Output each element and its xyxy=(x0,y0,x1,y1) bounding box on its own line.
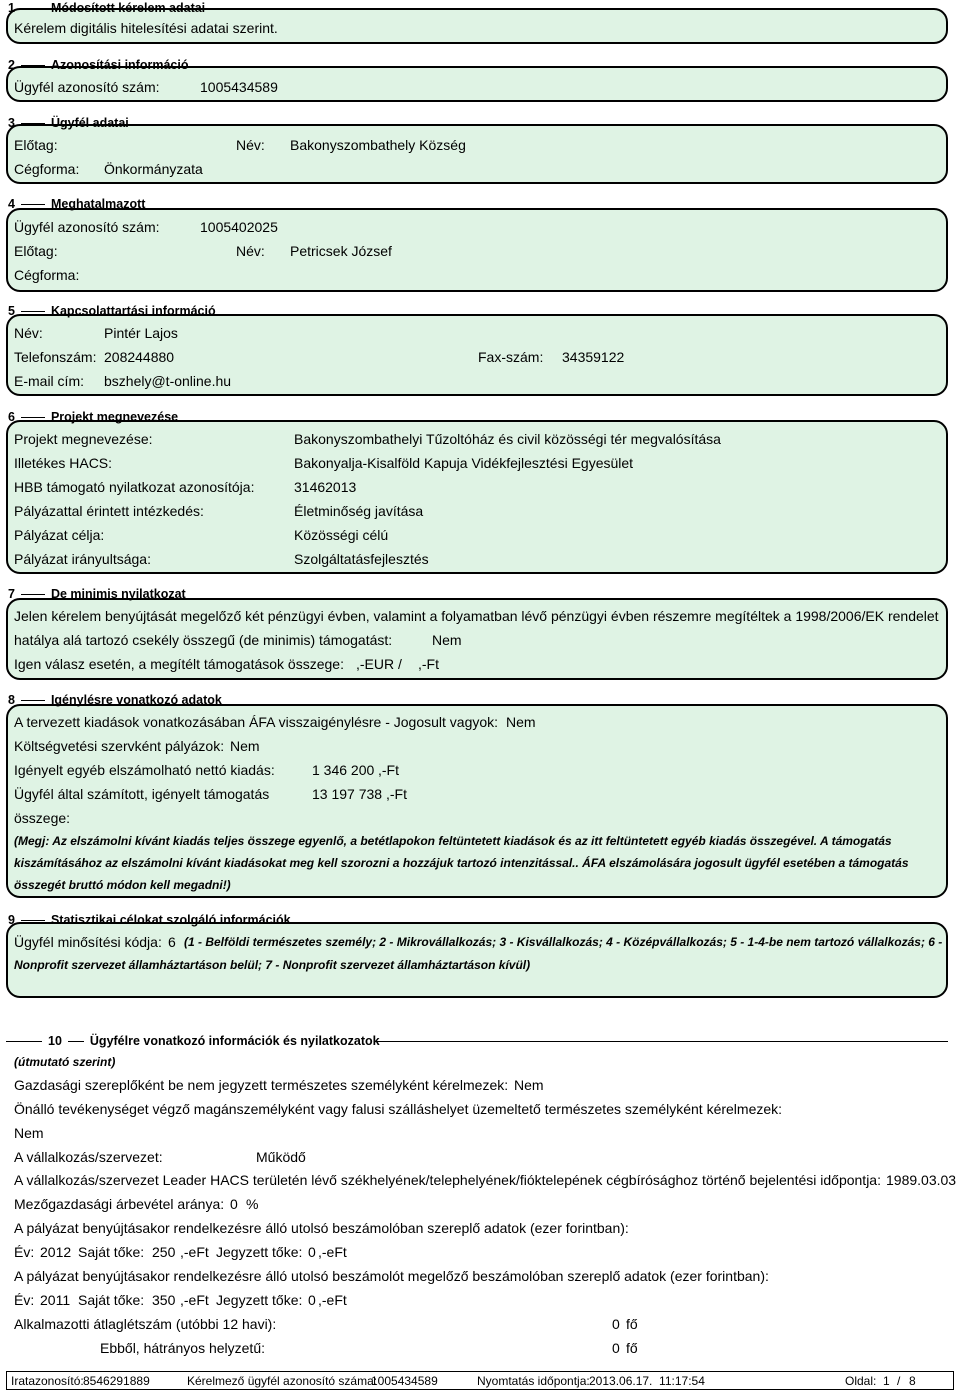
section-number: 7 xyxy=(8,587,15,601)
equity-value: 250 xyxy=(152,1244,176,1260)
project-row-label: HBB támogató nyilatkozat azonosítója: xyxy=(14,479,255,495)
name-value: Petricsek József xyxy=(290,243,392,259)
agri-revenue-unit: % xyxy=(246,1196,259,1212)
page-separator: / xyxy=(897,1374,901,1388)
project-row-value: Bakonyszombathelyi Tűzoltóház és civil közösségi tér megvalósítása xyxy=(294,431,721,447)
private-person-value: Nem xyxy=(14,1125,44,1141)
section-8-header xyxy=(8,692,222,708)
email-value: bszhely@t-online.hu xyxy=(104,373,232,389)
section-6-header xyxy=(8,409,178,425)
note-text: kiszámításához az elszámolni kívánt kiadásokat meg kell szorozni a hozzájuk tartozó intenzitással.. ÁFA elszámolására jogosult ügyfél esetében a támogatás xyxy=(14,856,909,870)
project-row-value: Bakonyalja-Kisalföld Kapuja Vidékfejlesztési Egyesület xyxy=(294,455,634,471)
section-3-header xyxy=(8,115,129,131)
natural-person-value: Nem xyxy=(514,1077,544,1093)
contact-name-value: Pintér Lajos xyxy=(104,325,178,341)
requested-support-label-2: összege: xyxy=(14,810,71,826)
section-1-header xyxy=(8,0,205,16)
natural-person-label: Gazdasági szereplőként be nem jegyzett természetes személyként kérelmezek: xyxy=(14,1077,509,1093)
section-title: Kapcsolattartási információ xyxy=(50,304,216,318)
project-row-label: Illetékes HACS: xyxy=(14,455,113,471)
applicant-id-value: 1005434589 xyxy=(371,1374,438,1388)
requested-expense-unit: ,-Ft xyxy=(378,762,399,778)
employee-count-value: 0 xyxy=(612,1316,620,1332)
report-1-label: A pályázat benyújtásakor rendelkezésre álló utolsó beszámolóban szereplő adatok (ezer forintban): xyxy=(14,1220,629,1236)
phone-label: Telefonszám: xyxy=(14,349,97,365)
section-number: 6 xyxy=(8,410,15,424)
de-minimis-text: Jelen kérelem benyújtását megelőző két pénzügyi évben, valamint a folyamatban lévő pénzügyi évben részemre megítéltek a 1998/2006/EK rendelet xyxy=(14,608,939,624)
requested-support-value: 13 197 738 xyxy=(312,786,383,802)
section-5-header xyxy=(8,303,216,319)
section-10-rule xyxy=(6,1041,42,1042)
equity-value: 350 xyxy=(152,1292,176,1308)
equity-unit: ,-eFt xyxy=(180,1244,209,1260)
section-number: 3 xyxy=(8,116,15,130)
employee-count-unit: fő xyxy=(626,1316,638,1332)
section-1-text: Kérelem digitális hitelesítési adatai szerint. xyxy=(14,20,278,36)
year-value: 2012 xyxy=(40,1244,72,1260)
project-row-label: Projekt megnevezése: xyxy=(14,431,153,447)
company-form-label: Cégforma: xyxy=(14,161,80,177)
project-row-label: Pályázattal érintett intézkedés: xyxy=(14,503,204,519)
applicant-id-label: Kérelmező ügyfél azonosító száma: xyxy=(187,1374,378,1388)
subscribed-capital-label: Jegyzett tőke: xyxy=(216,1244,303,1260)
de-minimis-amount-label: Igen válasz esetén, a megítélt támogatások összege: xyxy=(14,656,344,672)
client-id-label: Ügyfél azonosító szám: xyxy=(14,79,160,95)
budget-org-label: Költségvetési szervként pályázok: xyxy=(14,738,225,754)
year-label: Év: xyxy=(14,1244,35,1260)
company-form-value: Önkormányzata xyxy=(104,161,203,177)
equity-label: Saját tőke: xyxy=(78,1292,145,1308)
document-id-value: 8546291889 xyxy=(83,1374,150,1388)
company-form-label: Cégforma: xyxy=(14,267,80,283)
note-text: összegét bruttó módon kell megadni!) xyxy=(14,878,231,892)
business-status-value: Működő xyxy=(256,1149,306,1165)
section-9-header xyxy=(8,912,291,928)
print-time-label: Nyomtatás időpontja: xyxy=(477,1374,590,1388)
phone-value: 208244880 xyxy=(104,349,175,365)
email-label: E-mail cím: xyxy=(14,373,84,389)
report-2-label: A pályázat benyújtásakor rendelkezésre álló utolsó beszámolót megelőző beszámolóban szereplő adatok (ezer forintban): xyxy=(14,1268,769,1284)
section-number: 8 xyxy=(8,693,15,707)
page-label: Oldal: xyxy=(845,1374,877,1388)
project-row-label: Pályázat célja: xyxy=(14,527,105,543)
section-title: Meghatalmazott xyxy=(50,197,146,211)
requested-support-unit: ,-Ft xyxy=(386,786,407,802)
subscribed-capital-value: 0 xyxy=(308,1244,316,1260)
requested-expense-label: Igényelt egyéb elszámolható nettó kiadás: xyxy=(14,762,275,778)
section-number: 4 xyxy=(8,197,15,211)
fax-label: Fax-szám: xyxy=(478,349,544,365)
de-minimis-eur: ,-EUR / xyxy=(356,656,402,672)
subscribed-capital-unit: ,-eFt xyxy=(318,1292,347,1308)
section-number: 10 xyxy=(48,1034,62,1048)
disadvantaged-unit: fő xyxy=(626,1340,638,1356)
contact-name-label: Név: xyxy=(14,325,43,341)
page-total: 8 xyxy=(909,1374,916,1388)
agri-revenue-value: 0 xyxy=(230,1196,238,1212)
section-10-rule xyxy=(374,1041,948,1042)
subscribed-capital-unit: ,-eFt xyxy=(318,1244,347,1260)
guide-note: (útmutató szerint) xyxy=(14,1055,116,1069)
name-value: Bakonyszombathely Község xyxy=(290,137,466,153)
document-id-label: Iratazonosító: xyxy=(11,1374,84,1388)
disadvantaged-label: Ebből, hátrányos helyzetű: xyxy=(100,1340,265,1356)
de-minimis-text: hatálya alá tartozó csekély összegű (de minimis) támogatást: xyxy=(14,632,393,648)
section-title: Módosított kérelem adatai xyxy=(50,1,206,15)
qualification-code-note: (1 - Belföldi természetes személy; 2 - Mikrovállalkozás; 3 - Kisvállalkozás; 4 - Középvállalkozás; 5 - 1-4-be nem tartozó vállalkozás; 6 - xyxy=(184,935,943,949)
section-number: 9 xyxy=(8,913,15,927)
print-time-value: 2013.06.17. 11:17:54 xyxy=(589,1374,705,1388)
de-minimis-value: Nem xyxy=(432,632,462,648)
name-label: Név: xyxy=(236,137,265,153)
equity-label: Saját tőke: xyxy=(78,1244,145,1260)
subscribed-capital-label: Jegyzett tőke: xyxy=(216,1292,303,1308)
qualification-code-value: 6 xyxy=(168,934,176,950)
agent-id-value: 1005402025 xyxy=(200,219,278,235)
section-10-header xyxy=(48,1033,380,1049)
qualification-code-label: Ügyfél minősítési kódja: xyxy=(14,934,162,950)
agent-id-label: Ügyfél azonosító szám: xyxy=(14,219,160,235)
prefix-label: Előtag: xyxy=(14,243,58,259)
requested-support-label: Ügyfél által számított, igényelt támogatás xyxy=(14,786,270,802)
section-4-header xyxy=(8,196,145,212)
agri-revenue-label: Mezőgazdasági árbevétel aránya: xyxy=(14,1196,225,1212)
vat-value: Nem xyxy=(506,714,536,730)
year-value: 2011 xyxy=(40,1292,71,1308)
private-person-label: Önálló tevékenységet végző magánszemélyként vagy falusi szálláshelyet üzemeltető természetes személyként kérelmezek: xyxy=(14,1101,783,1117)
project-row-label: Pályázat irányultsága: xyxy=(14,551,151,567)
section-title: Projekt megnevezése xyxy=(50,410,179,424)
vat-label: A tervezett kiadások vonatkozásában ÁFA visszaigénylésre - Jogosult vagyok: xyxy=(14,714,499,730)
section-title: De minimis nyilatkozat xyxy=(50,587,186,601)
leader-date-label: A vállalkozás/szervezet Leader HACS területén lévő székhelyének/telephelyének/fióktelepének cégbírósághoz történő bejelentési időpontja: xyxy=(14,1172,881,1188)
equity-unit: ,-eFt xyxy=(180,1292,209,1308)
business-status-label: A vállalkozás/szervezet: xyxy=(14,1149,163,1165)
project-row-value: Szolgáltatásfejlesztés xyxy=(294,551,429,567)
fax-value: 34359122 xyxy=(562,349,625,365)
project-row-value: Életminőség javítása xyxy=(294,503,424,519)
project-row-value: 31462013 xyxy=(294,479,357,495)
leader-date-value: 1989.03.03 xyxy=(886,1172,957,1188)
employee-count-label: Alkalmazotti átlaglétszám (utóbbi 12 havi): xyxy=(14,1316,277,1332)
section-title: Igénylésre vonatkozó adatok xyxy=(50,693,222,707)
section-title: Azonosítási információ xyxy=(50,58,189,72)
section-title: Ügyfélre vonatkozó információk és nyilatkozatok xyxy=(89,1034,380,1048)
note-text: (Megj: Az elszámolni kívánt kiadás teljes összege egyenlő, a betétlapokon feltüntetett kiadások és az itt feltüntetett egyéb kiadás összegével. A támogatás xyxy=(14,834,892,848)
name-label: Név: xyxy=(236,243,265,259)
client-id-value: 1005434589 xyxy=(200,79,278,95)
subscribed-capital-value: 0 xyxy=(308,1292,316,1308)
year-label: Év: xyxy=(14,1292,35,1308)
prefix-label: Előtag: xyxy=(14,137,58,153)
section-7-header xyxy=(8,586,186,602)
section-title: Statisztikai célokat szolgáló információk xyxy=(50,913,291,927)
section-number: 1 xyxy=(8,1,15,15)
page-footer xyxy=(6,1371,954,1390)
section-title: Ügyfél adatai xyxy=(50,116,129,130)
requested-expense-value: 1 346 200 xyxy=(312,762,375,778)
budget-org-value: Nem xyxy=(230,738,260,754)
section-number: 5 xyxy=(8,304,15,318)
disadvantaged-value: 0 xyxy=(612,1340,620,1356)
project-row-value: Közösségi célú xyxy=(294,527,389,543)
de-minimis-ft: ,-Ft xyxy=(418,656,439,672)
section-number: 2 xyxy=(8,58,15,72)
section-2-header xyxy=(8,57,188,73)
page-current: 1 xyxy=(883,1374,890,1388)
qualification-code-note: Nonprofit szervezet államháztartáson belül; 7 - Nonprofit szervezet államháztartáson kívül) xyxy=(14,958,531,972)
